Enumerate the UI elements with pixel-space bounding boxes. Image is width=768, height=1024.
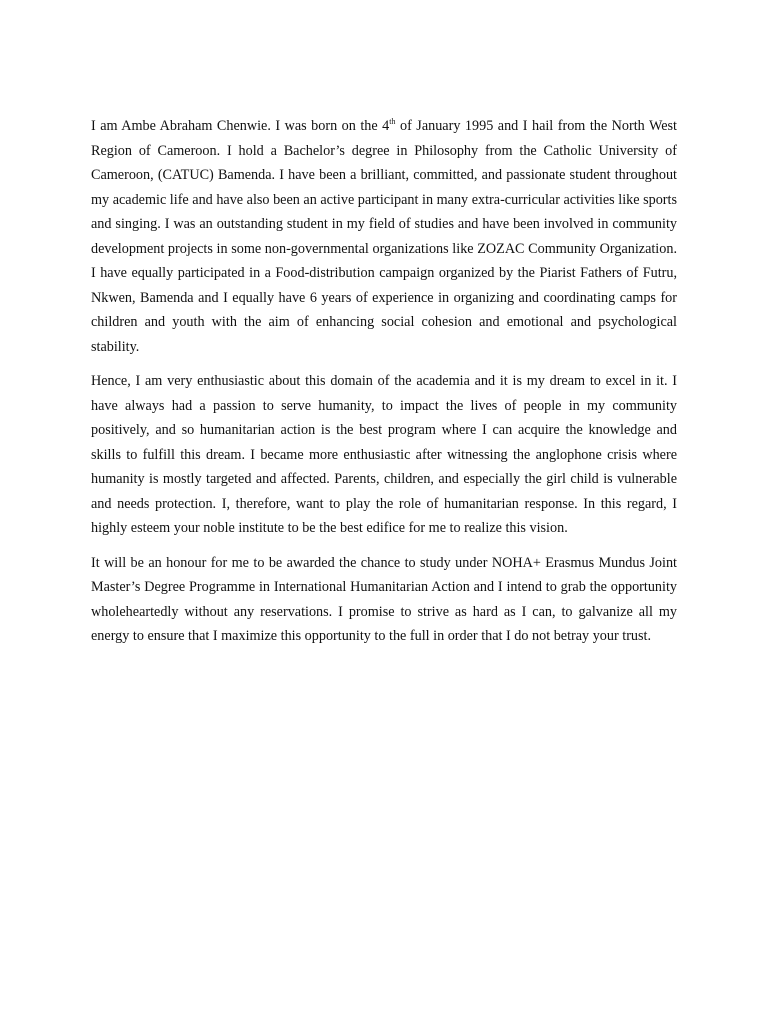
ordinal-superscript: th	[389, 117, 396, 126]
paragraph-1-text-end: of January 1995 and I hail from the North West Region of Cameroon. I hold a Bachelor’s degree in Philosophy from the Catholic University of Cameroon, (CATUC) Bamenda. I have been a brilliant, committed, and passionate student throughout my academic life and have also been an active participant in many extra-curricular activities like sports and singing. I was an outstanding student in my field of studies and have been involved in community development projects in some non-governmental organizations like ZOZAC Community Organization. I have equally participated in a Food-distribution campaign organized by the Piarist Fathers of Futru, Nkwen, Bamenda and I equally have 6 years of experience in organizing and coordinating camps for children and youth with the aim of enhancing social cohesion and emotional and psychological stability.	[91, 118, 677, 355]
paragraph-introduction	[91, 114, 677, 359]
paragraph-1-text-start: I am Ambe Abraham Chenwie. I was born on the 4	[91, 118, 390, 134]
paragraph-closing: It will be an honour for me to be awarded the chance to study under NOHA+ Erasmus Mundus Joint Master’s Degree Programme in International Humanitarian Action and I intend to grab the opportunity wholeheartedly without any reservations. I promise to strive as hard as I can, to galvanize all my energy to ensure that I maximize this opportunity to the full in order that I do not betray your trust.	[91, 554, 677, 644]
document-body	[91, 114, 677, 659]
paragraph-motivation: Hence, I am very enthusiastic about this domain of the academia and it is my dream to excel in it. I have always had a passion to serve humanity, to impact the lives of people in my community positively, and so humanitarian action is the best program where I can acquire the knowledge and skills to fulfill this dream. I became more enthusiastic after witnessing the anglophone crisis where humanity is mostly targeted and affected. Parents, children, and especially the girl child is vulnerable and needs protection. I, therefore, want to play the role of humanitarian response. In this regard, I highly esteem your noble institute to be the best edifice for me to realize this vision.	[91, 373, 677, 536]
